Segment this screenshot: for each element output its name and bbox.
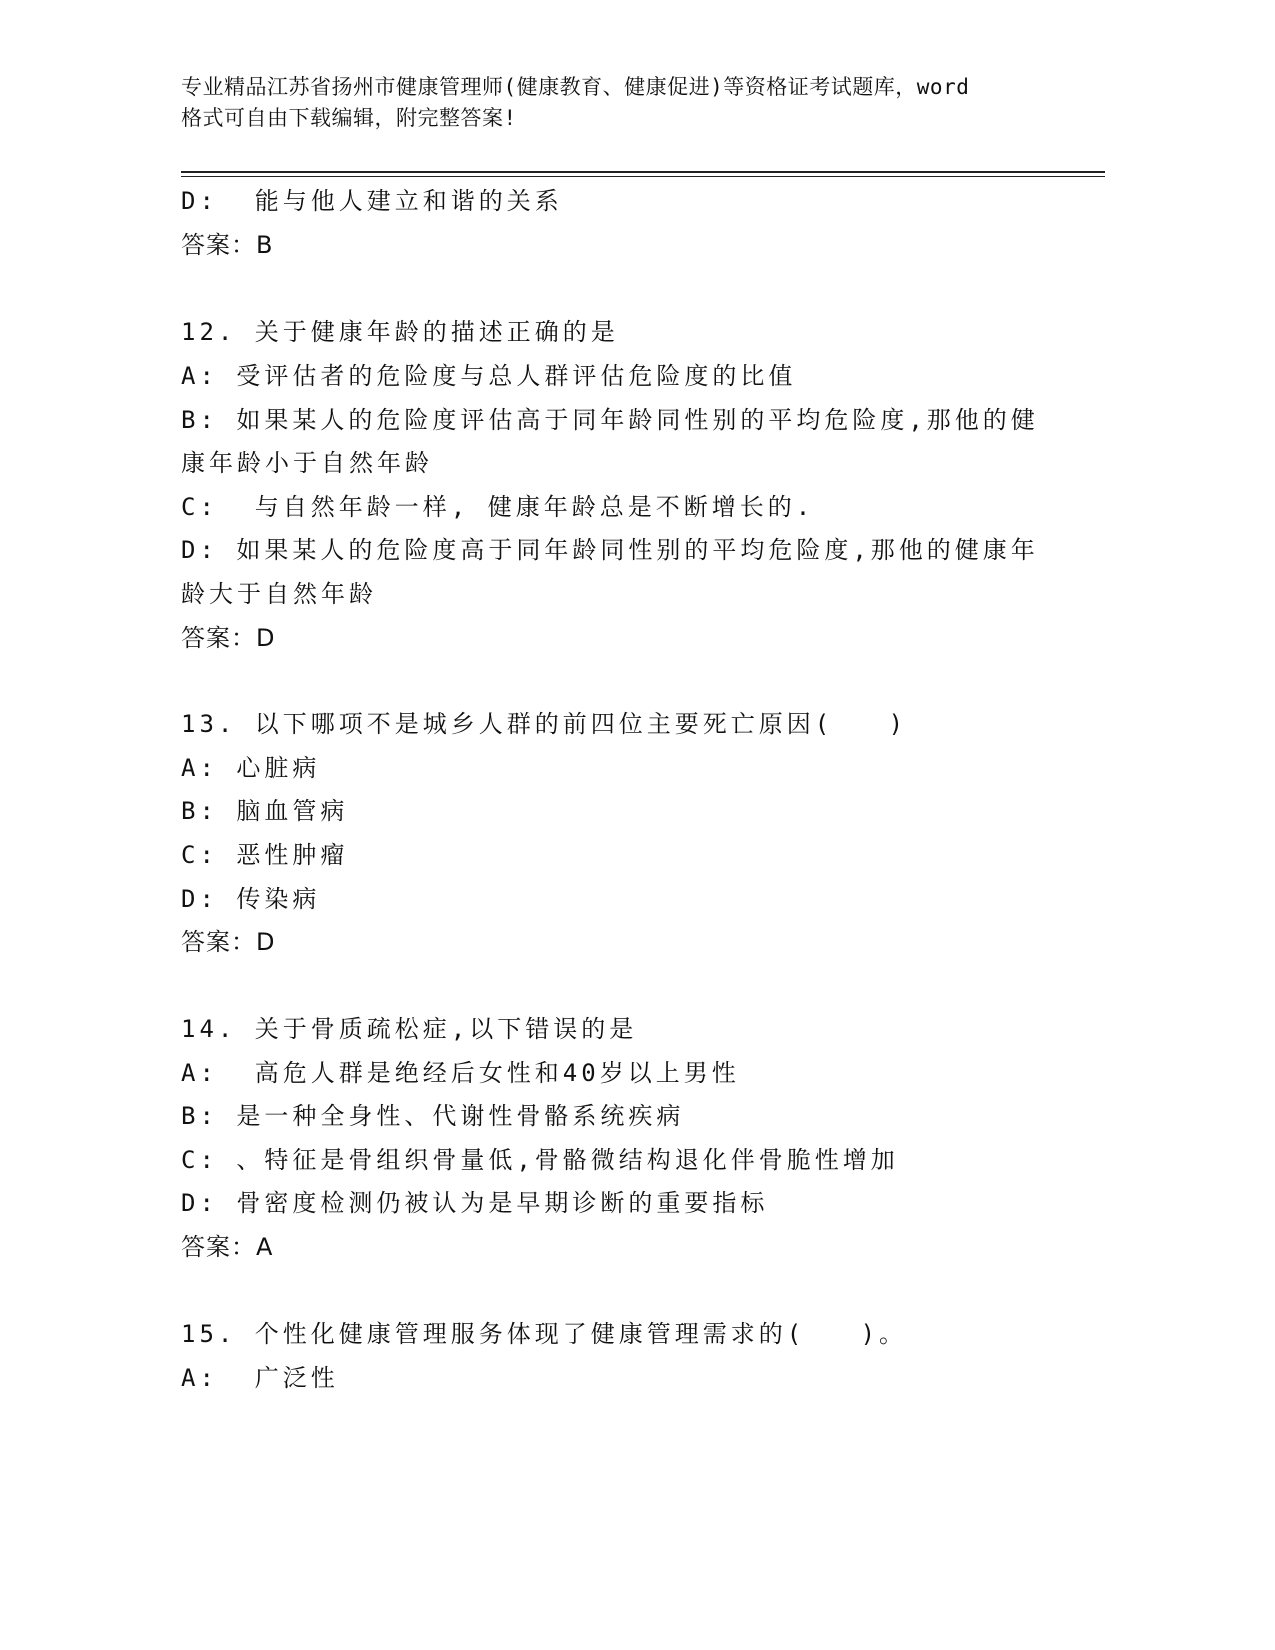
question-12-option-d: D: 如果某人的危险度高于同年龄同性别的平均危险度,那他的健康年	[181, 536, 1039, 564]
question-12-option-c: C: 与自然年龄一样, 健康年龄总是不断增长的.	[181, 493, 815, 521]
question-14-option-b: B: 是一种全身性、代谢性骨骼系统疾病	[181, 1102, 685, 1130]
question-12-option-a: A: 受评估者的危险度与总人群评估危险度的比值	[181, 362, 797, 390]
question-14-option-c: C: 、特征是骨组织骨量低,骨骼微结构退化伴骨脆性增加	[181, 1146, 899, 1174]
question-13-title: 13. 以下哪项不是城乡人群的前四位主要死亡原因( )	[181, 710, 908, 738]
question-12-option-b-cont: 康年龄小于自然年龄	[181, 449, 433, 477]
question-12-option-b: B: 如果某人的危险度评估高于同年龄同性别的平均危险度,那他的健	[181, 406, 1039, 434]
question-14-answer: 答案：A	[181, 1233, 274, 1261]
option-d: D: 能与他人建立和谐的关系	[181, 187, 563, 215]
question-13-option-b: B: 脑血管病	[181, 797, 349, 825]
question-14-option-a: A: 高危人群是绝经后女性和40岁以上男性	[181, 1059, 740, 1087]
question-15-title: 15. 个性化健康管理服务体现了健康管理需求的( )。	[181, 1320, 908, 1348]
header-line-1: 专业精品江苏省扬州市健康管理师(健康教育、健康促进)等资格证考试题库，word	[181, 75, 970, 99]
document-header	[181, 72, 1081, 134]
header-divider-thin	[181, 176, 1105, 177]
question-14-option-d: D: 骨密度检测仍被认为是早期诊断的重要指标	[181, 1189, 769, 1217]
question-13-option-c: C: 恶性肿瘤	[181, 841, 349, 869]
question-12-option-d-cont: 龄大于自然年龄	[181, 580, 377, 608]
question-13-answer: 答案：D	[181, 928, 276, 956]
answer-line: 答案：B	[181, 231, 274, 259]
question-14-title: 14. 关于骨质疏松症,以下错误的是	[181, 1015, 638, 1043]
question-12-title: 12. 关于健康年龄的描述正确的是	[181, 318, 619, 346]
header-divider-thick	[181, 171, 1105, 173]
question-15-option-a: A: 广泛性	[181, 1364, 339, 1392]
question-13-option-a: A: 心脏病	[181, 754, 321, 782]
question-12-answer: 答案：D	[181, 624, 276, 652]
question-13-option-d: D: 传染病	[181, 885, 321, 913]
header-line-2: 格式可自由下载编辑，附完整答案!	[181, 106, 517, 130]
